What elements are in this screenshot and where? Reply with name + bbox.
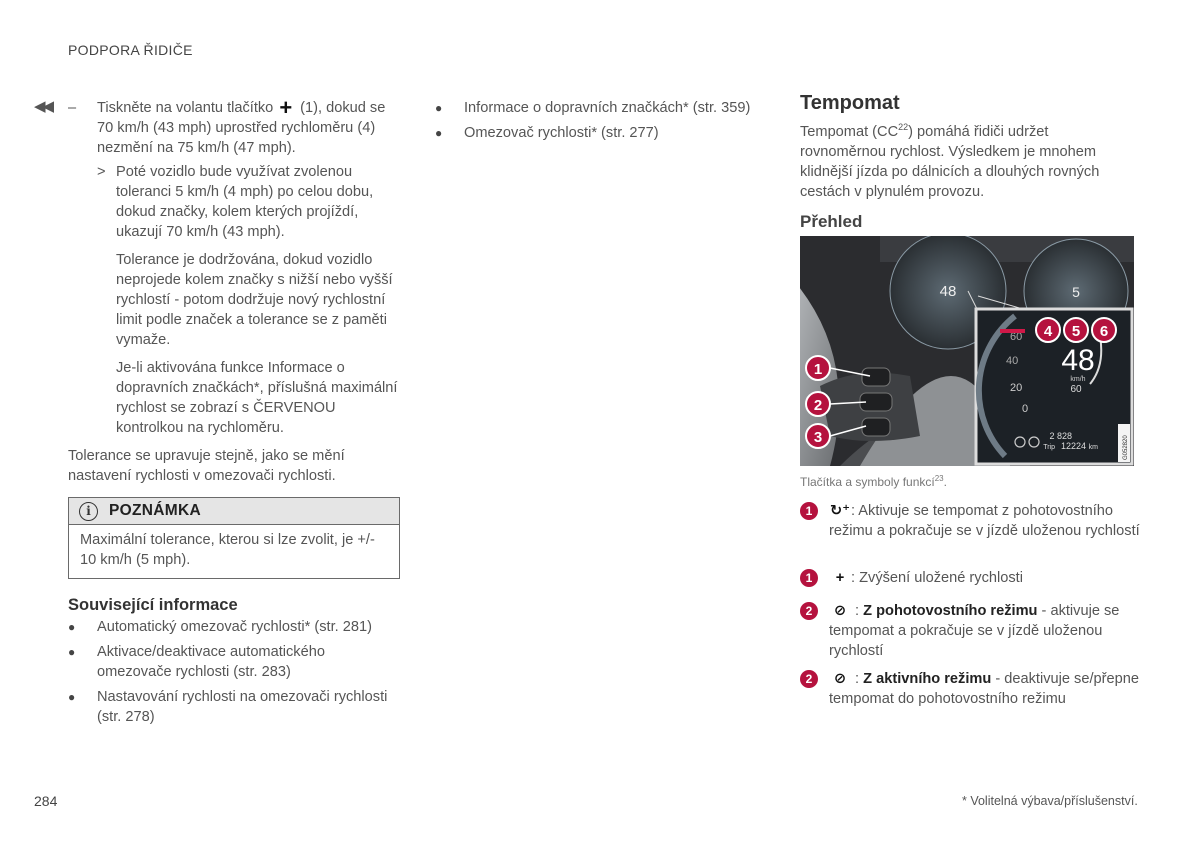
resume-icon: ↻⁺ bbox=[830, 503, 850, 519]
footnote-ref: 22 bbox=[898, 122, 909, 133]
step-item bbox=[68, 95, 403, 158]
image-code: G052820 bbox=[1123, 435, 1129, 460]
trip-value: 12224 bbox=[1060, 441, 1086, 451]
related-link[interactable]: ● Omezovač rychlosti* (str. 277) bbox=[435, 125, 659, 141]
plus-icon: + bbox=[279, 95, 293, 120]
right-gauge-value: 5 bbox=[1072, 284, 1080, 300]
note-body: Maximální tolerance, kterou si lze zvolit, je +/- 10 km/h (5 mph). bbox=[80, 532, 375, 568]
svg-text:4: 4 bbox=[1043, 323, 1053, 340]
tempomat-intro: Tempomat (CC$^{22}$) pomáhá řidiči udržet rovnoměrnou rychlost. Výsledkem je mnohem klidnější jízda po dálnicích a dlouhých rovných cestách v plynulém provozu. bbox=[800, 122, 1100, 200]
feature-label: Z aktivního režimu bbox=[863, 671, 992, 687]
cruise-toggle-icon: ⊘ bbox=[833, 603, 847, 619]
speed-unit: km/h bbox=[1070, 376, 1086, 383]
scale-tick: 0 bbox=[1022, 403, 1029, 415]
bullet-dot: ● bbox=[435, 126, 443, 140]
result-marker: > bbox=[97, 164, 106, 180]
number-badge: 1 bbox=[800, 502, 818, 520]
overview-title: Přehled bbox=[800, 212, 863, 231]
dashboard-figure bbox=[800, 236, 1134, 466]
scale-tick: 60 bbox=[1010, 331, 1023, 343]
scale-tick: 20 bbox=[1010, 382, 1023, 394]
sign-info-paragraph: Je-li aktivována funkce Informace o dopravních značkách*, příslušná maximální rychlost se zobrazí s ČERVENOU kontrolkou na rychloměru. bbox=[116, 360, 398, 436]
figure-caption: Tlačítka a symboly funkcí$^{23}$. bbox=[800, 474, 947, 489]
tolerance-adjust-paragraph: Tolerance se upravuje stejně, jako se mění nastavení rychlosti v omezovači rychlosti. bbox=[68, 448, 345, 484]
feature-item: 2 ⊘ : Z pohotovostního režimu - aktivuje se tempomat a pokračuje se v jízdě uloženou rychlostí bbox=[800, 601, 1140, 661]
big-speed: 48 bbox=[1061, 344, 1095, 377]
feature-item: 1 + : Zvýšení uložené rychlosti bbox=[800, 568, 1140, 588]
tolerance-paragraph: Tolerance je dodržována, dokud vozidlo neprojede kolem značky s nižší nebo vyšší rychlostí - potom dodržuje nový rychlostní limit podle značek a tolerance se z paměti vymaže. bbox=[116, 252, 393, 348]
bullet-dot: ● bbox=[68, 645, 76, 659]
cruise-toggle-icon: ⊘ bbox=[833, 671, 847, 687]
note-box bbox=[68, 497, 400, 579]
callout-6 bbox=[1092, 318, 1116, 342]
feature-label: Z pohotovostního režimu bbox=[863, 603, 1038, 619]
odometer: 2 828 bbox=[1049, 431, 1072, 441]
step-text-a: Tiskněte na volantu tlačítko bbox=[97, 100, 274, 116]
callout-4 bbox=[1036, 318, 1060, 342]
number-badge: 1 bbox=[800, 569, 818, 587]
info-icon: i bbox=[79, 502, 98, 521]
related-link[interactable]: ● Aktivace/deaktivace automatického omezovače rychlosti (str. 283) bbox=[68, 644, 325, 680]
bullet-dot: ● bbox=[435, 101, 443, 115]
footnote-ref: 23 bbox=[934, 474, 944, 483]
note-title: POZNÁMKA bbox=[109, 502, 201, 519]
related-info-list bbox=[68, 617, 403, 732]
dashboard-illustration bbox=[800, 236, 1134, 466]
dash-marker: – bbox=[68, 100, 77, 116]
optional-footnote: * Volitelná výbava/příslušenství. bbox=[962, 794, 1138, 808]
trip-unit: km bbox=[1088, 444, 1098, 451]
bullet-dot: ● bbox=[68, 620, 76, 634]
continuation-icon: ◀◀ bbox=[34, 98, 52, 115]
trip-label: Trip bbox=[1043, 444, 1055, 451]
result-text: Poté vozidlo bude využívat zvolenou toleranci 5 km/h (4 mph) po celou dobu, dokud značky, kolem kterých projíždí, ukazují 70 km/h (43 mph). bbox=[116, 164, 374, 240]
related-link[interactable]: ● Informace o dopravních značkách* (str. 359) bbox=[435, 100, 751, 116]
column-2-list bbox=[435, 98, 775, 148]
related-link[interactable]: ● Automatický omezovač rychlosti* (str. 281) bbox=[68, 619, 372, 635]
related-link[interactable]: ● Nastavování rychlosti na omezovači rychlosti (str. 278) bbox=[68, 689, 388, 725]
small-speed: 48 bbox=[939, 283, 957, 300]
svg-text:5: 5 bbox=[1071, 323, 1081, 340]
scale-tick: 40 bbox=[1006, 355, 1019, 367]
result-item bbox=[68, 162, 403, 242]
number-badge: 2 bbox=[800, 602, 818, 620]
note-header bbox=[69, 498, 399, 525]
set-speed: 60 bbox=[1070, 384, 1082, 395]
feature-item: 2 ⊘ : Z aktivního režimu - deaktivuje se/přepne tempomat do pohotovostního režimu bbox=[800, 669, 1140, 709]
page-number: 284 bbox=[34, 793, 58, 809]
related-info-title: Související informace bbox=[68, 596, 238, 614]
plus-icon: + bbox=[835, 570, 845, 586]
number-badge: 2 bbox=[800, 670, 818, 688]
svg-text:6: 6 bbox=[1099, 323, 1109, 340]
callout-5 bbox=[1064, 318, 1088, 342]
svg-text:1: 1 bbox=[813, 361, 823, 378]
svg-text:3: 3 bbox=[813, 429, 823, 446]
section-header: PODPORA ŘIDIČE bbox=[68, 42, 193, 58]
svg-text:2: 2 bbox=[813, 397, 823, 414]
step-text-b: (1), dokud se 70 km/h (43 mph) uprostřed rychloměru (4) nezmění na 75 km/h (47 mph). bbox=[97, 100, 386, 156]
feature-item: 1 ↻⁺: Aktivuje se tempomat z pohotovostního režimu a pokračuje se v jízdě uloženou rychlostí bbox=[800, 501, 1140, 541]
bullet-dot: ● bbox=[68, 690, 76, 704]
column-1 bbox=[68, 95, 403, 486]
tempomat-title: Tempomat bbox=[800, 92, 900, 114]
